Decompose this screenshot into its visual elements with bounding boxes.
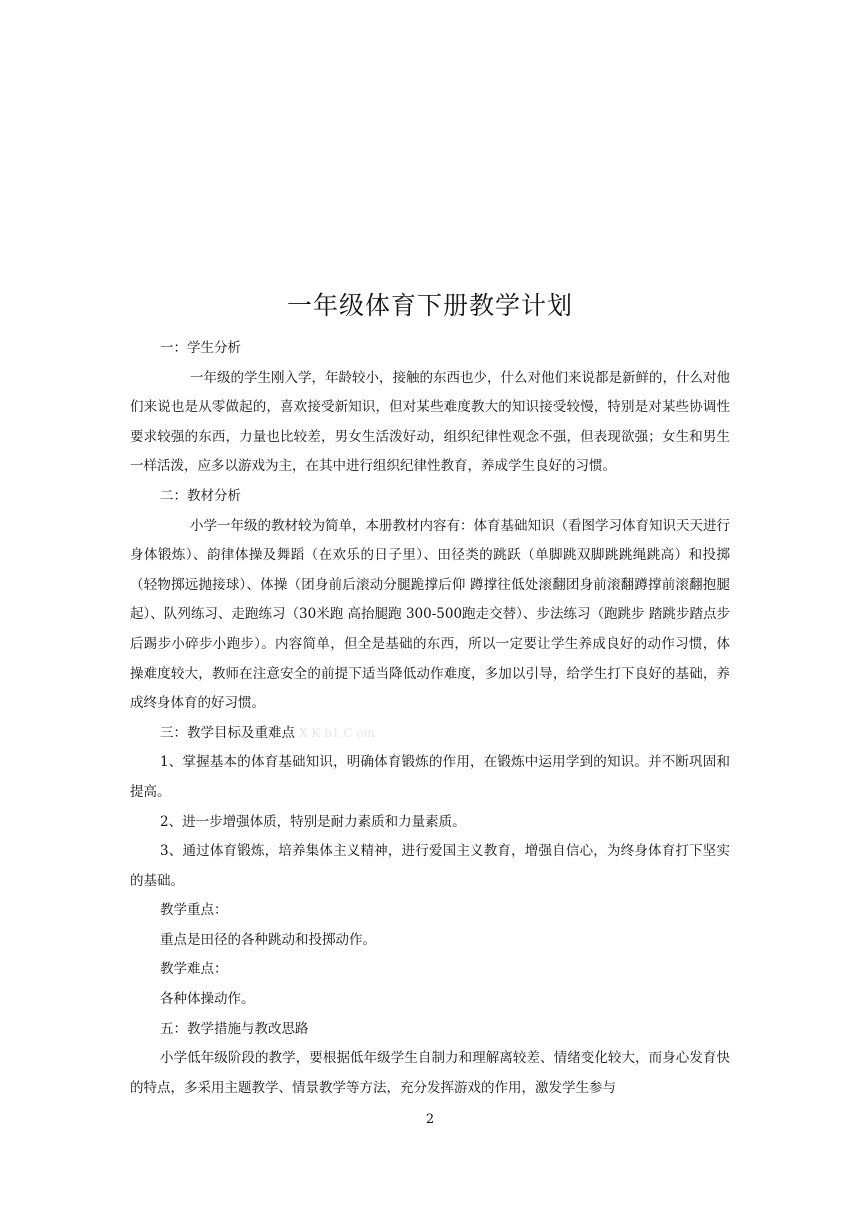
goal-item-3: 3、通过体育锻炼，培养集体主义精神，进行爱国主义教育，增强自信心，为终身体育打下坚实的基础。 [130,843,730,889]
measures-paragraph: 小学低年级阶段的教学，要根据低年级学生自制力和理解离较差、情绪变化较大，而身心发育快的特点，多采用主题教学、情景教学等方法，充分发挥游戏的作用，激发学生参与 [130,1050,730,1096]
difficulty-text: 各种体操动作。 [160,991,255,1008]
section-heading-material-analysis: 二：教材分析 [160,487,241,504]
goal-item-1: 1、掌握基本的体育基础知识，明确体育锻炼的作用，在锻炼中运用学到的知识。并不断巩固和提高。 [130,754,730,800]
document-title: 一年级体育下册教学计划 [286,291,573,320]
section-heading-measures: 五：教学措施与教改思路 [160,1020,309,1037]
goals-heading-text: 三：教学目标及重难点 [160,724,295,741]
page-number: 2 [425,1112,435,1127]
difficulty-label: 教学难点： [160,961,228,978]
material-analysis-paragraph: 小学一年级的教材较为简单，本册教材内容有：体育基础知识（看图学习体育知识天天进行身体锻炼）、韵律体操及舞蹈（在欢乐的日子里）、田径类的跳跃（单脚跳双脚跳跳绳跳高）和投掷（轻物掷远抛接球）、体操（团身前后滚动分腿跪撑后仰 蹲撑往低处滚翻团身前滚翻蹲撑前滚翻抱腿起）、队列练习、走跑练习（30米跑 高抬腿跑 300-500跑走交替）、步法练习（跑跳步 踏跳步踏点步后踢步小碎步小跑步）。内容简单，但全是基础的东西，所以一定要让学生养成良好的动作习惯，体操难度较大，教师在注意安全的前提下适当降低动作难度，多加以引导，给学生打下良好的基础，养成终身体育的好习惯。 [130,517,730,712]
student-analysis-paragraph: 一年级的学生刚入学，年龄较小，接触的东西也少，什么对他们来说都是新鲜的，什么对他们来说也是从零做起的，喜欢接受新知识，但对某些难度教大的知识接受较慢，特别是对某些协调性要求较强的东西，力量也比较差，男女生活泼好动，组织纪律性观念不强，但表现欲强；女生和男生一样活泼，应多以游戏为主，在其中进行组织纪律性教育，养成学生良好的习惯。 [130,369,730,475]
section-heading-student-analysis: 一：学生分析 [160,340,241,356]
key-points-label: 教学重点： [160,902,228,919]
document-body [130,334,730,1103]
key-points-text: 重点是田径的各种跳动和投掷动作。 [160,931,376,948]
section-heading-goals [130,719,730,749]
watermark-text: X K b1.C om [299,725,375,740]
goal-item-2: 2、进一步增强体质，特别是耐力素质和力量素质。 [160,813,466,830]
